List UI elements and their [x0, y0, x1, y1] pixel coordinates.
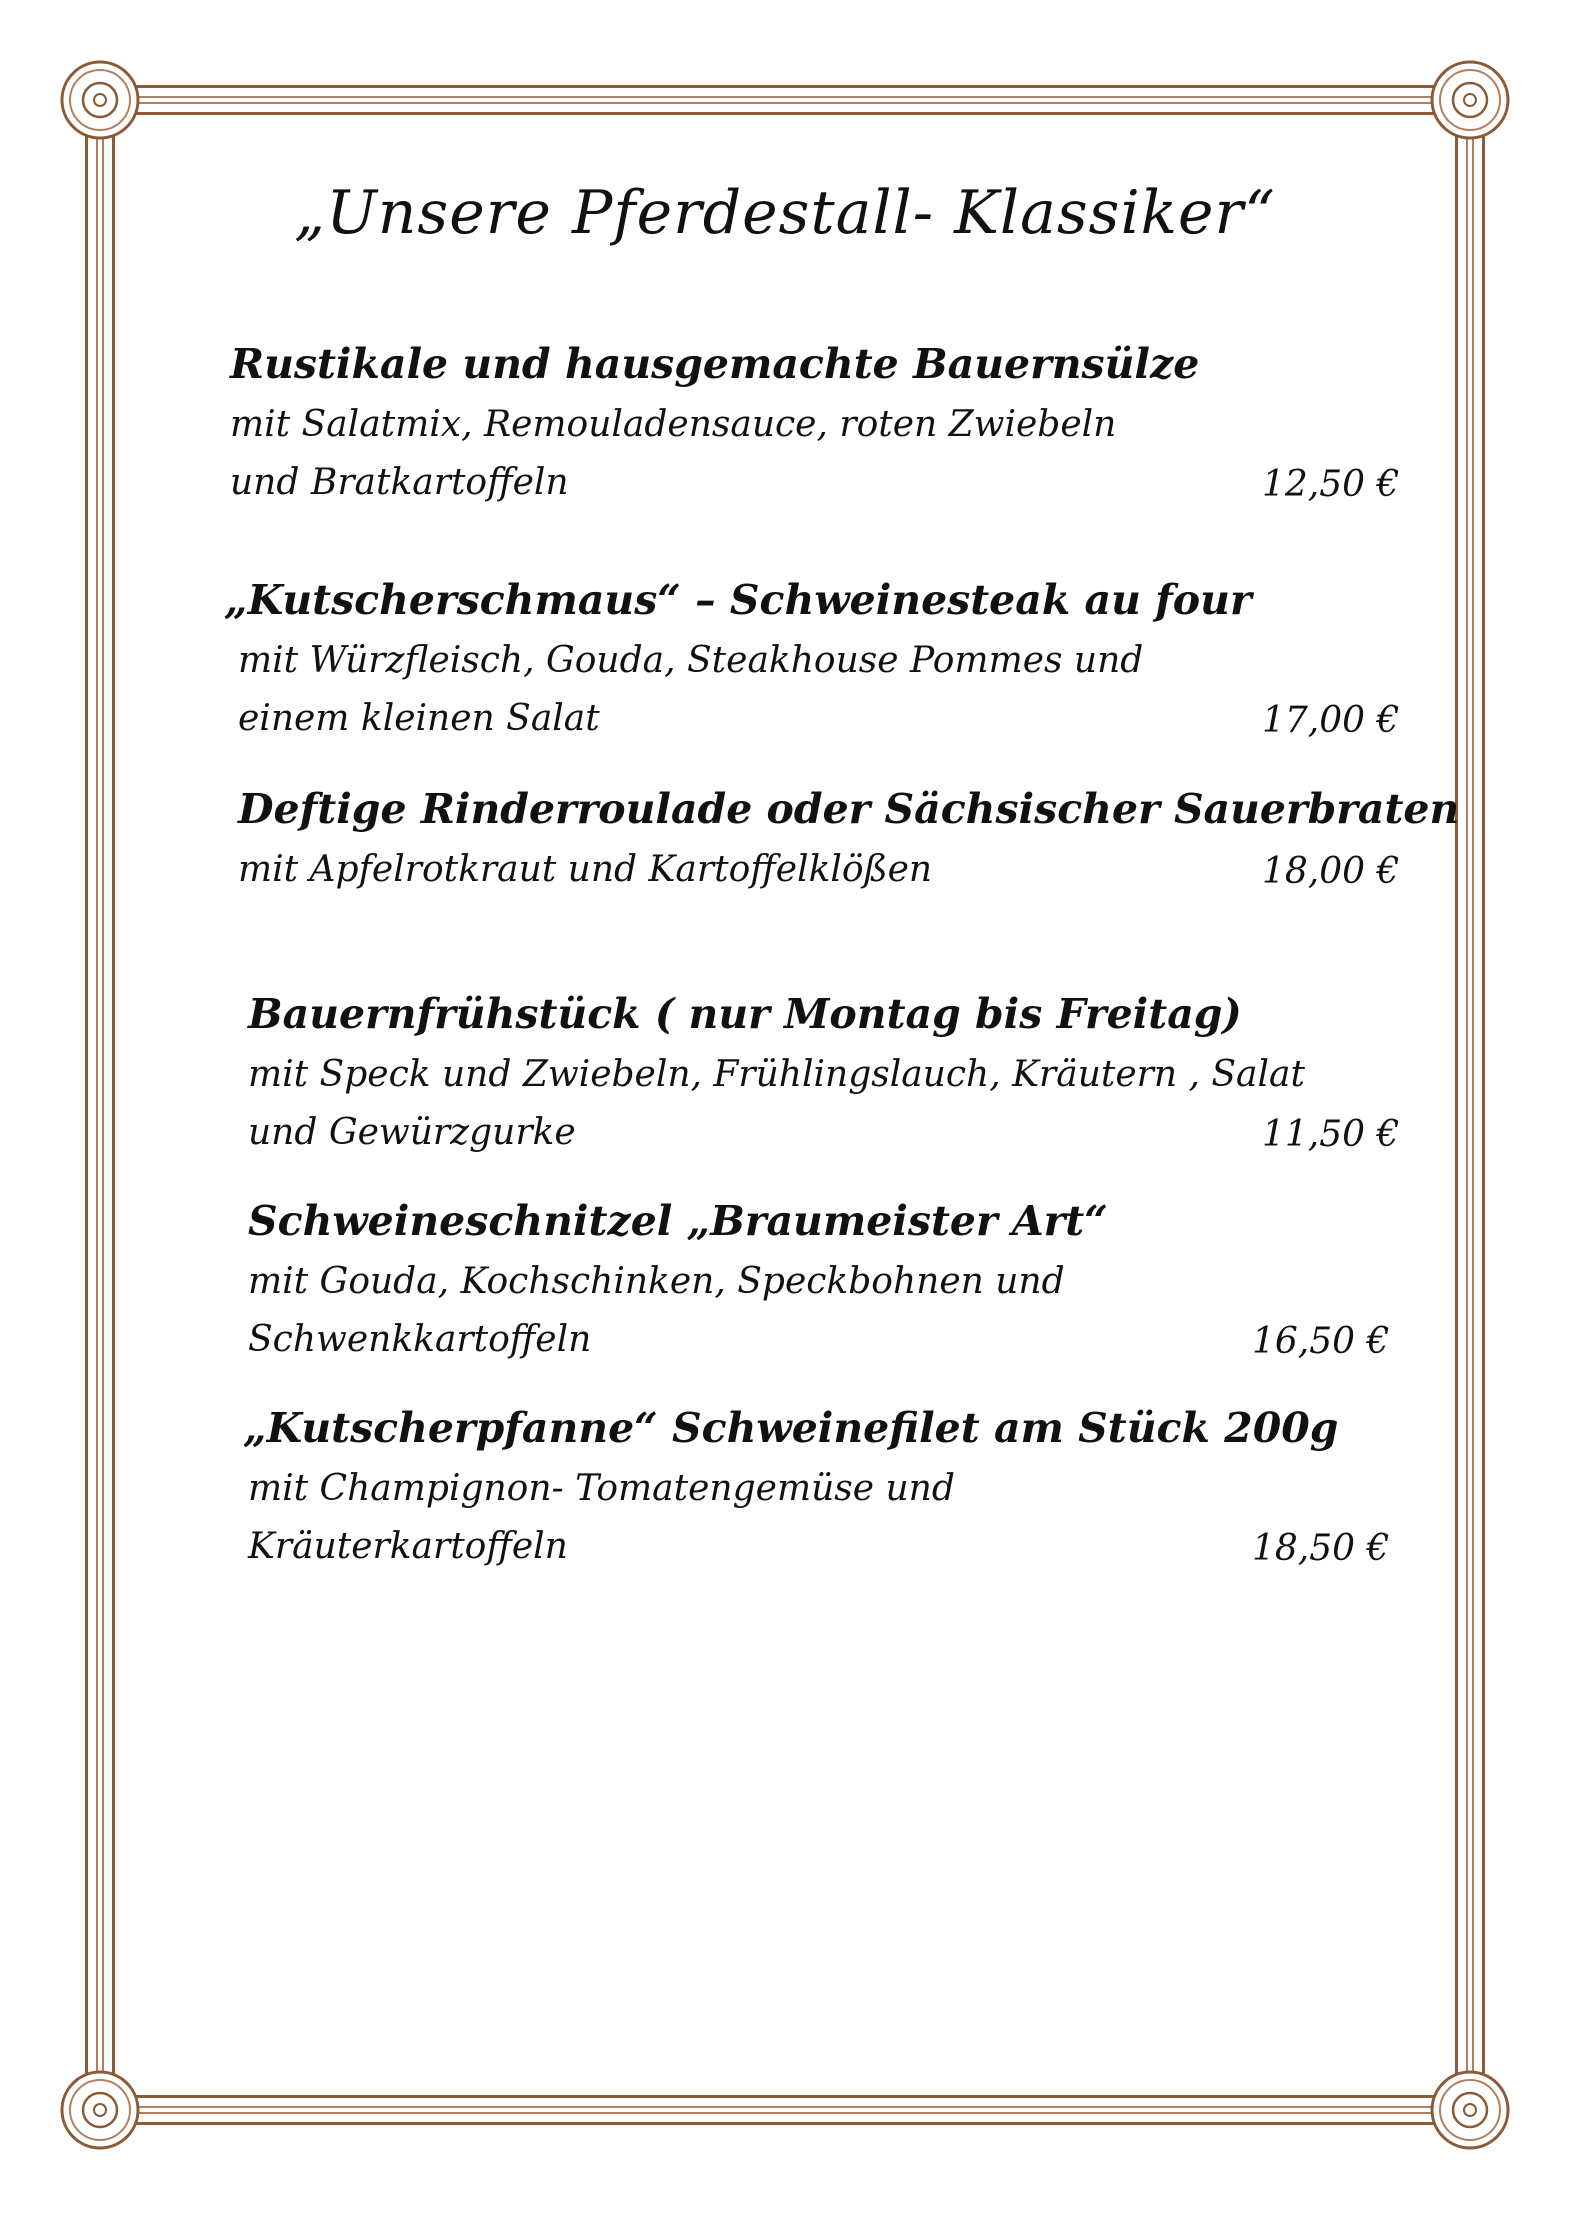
dish-description-line: mit Speck und Zwiebeln, Frühlingslauch, Kräutern , Salat	[248, 1054, 1305, 1095]
dish-name: Schweineschnitzel „Braumeister Art“	[248, 1197, 1108, 1245]
dish-description-line: mit Salatmix, Remouladensauce, roten Zwiebeln	[230, 404, 1117, 445]
dish-name: Rustikale und hausgemachte Bauernsülze	[230, 340, 1200, 388]
dish-description-line: mit Gouda, Kochschinken, Speckbohnen und	[248, 1261, 1065, 1302]
corner-ornament-bottom-left	[58, 2068, 142, 2152]
dish-description-line: mit Champignon- Tomatengemüse und	[248, 1468, 955, 1509]
dish-price: 12,50 €	[1262, 464, 1400, 505]
menu-item	[0, 1197, 1570, 1417]
dish-price: 17,00 €	[1262, 700, 1400, 741]
dish-name: Bauernfrühstück ( nur Montag bis Freitag)	[248, 990, 1242, 1038]
menu-item	[0, 340, 1570, 560]
dish-description-line: und Bratkartoffeln	[230, 462, 569, 503]
menu-item	[0, 576, 1570, 796]
corner-ornament-top-right	[1428, 58, 1512, 142]
dish-name: „Kutscherpfanne“ Schweinefilet am Stück 200g	[243, 1404, 1339, 1452]
frame-top-border	[96, 85, 1474, 115]
dish-price: 11,50 €	[1262, 1114, 1400, 1155]
menu-item	[0, 990, 1570, 1210]
menu-item	[0, 1404, 1570, 1624]
dish-description-line: mit Apfelrotkraut und Kartoffelklößen	[238, 849, 933, 890]
corner-ornament-bottom-right	[1428, 2068, 1512, 2152]
dish-description-line: einem kleinen Salat	[238, 698, 600, 739]
dish-description-line: Kräuterkartoffeln	[248, 1526, 568, 1567]
menu-title: „Unsere Pferdestall- Klassiker“	[294, 178, 1276, 248]
dish-name: „Kutscherschmaus“ – Schweinesteak au four	[224, 576, 1252, 624]
dish-price: 18,00 €	[1262, 851, 1400, 892]
dish-price: 16,50 €	[1252, 1321, 1390, 1362]
menu-item	[0, 785, 1570, 1005]
dish-description-line: Schwenkkartoffeln	[248, 1319, 592, 1360]
corner-ornament-top-left	[58, 58, 142, 142]
dish-description-line: und Gewürzgurke	[248, 1112, 576, 1153]
frame-bottom-border	[96, 2095, 1474, 2125]
dish-name: Deftige Rinderroulade oder Sächsischer Sauerbraten	[238, 785, 1460, 833]
dish-price: 18,50 €	[1252, 1528, 1390, 1569]
dish-description-line: mit Würzfleisch, Gouda, Steakhouse Pommes und	[238, 640, 1144, 681]
